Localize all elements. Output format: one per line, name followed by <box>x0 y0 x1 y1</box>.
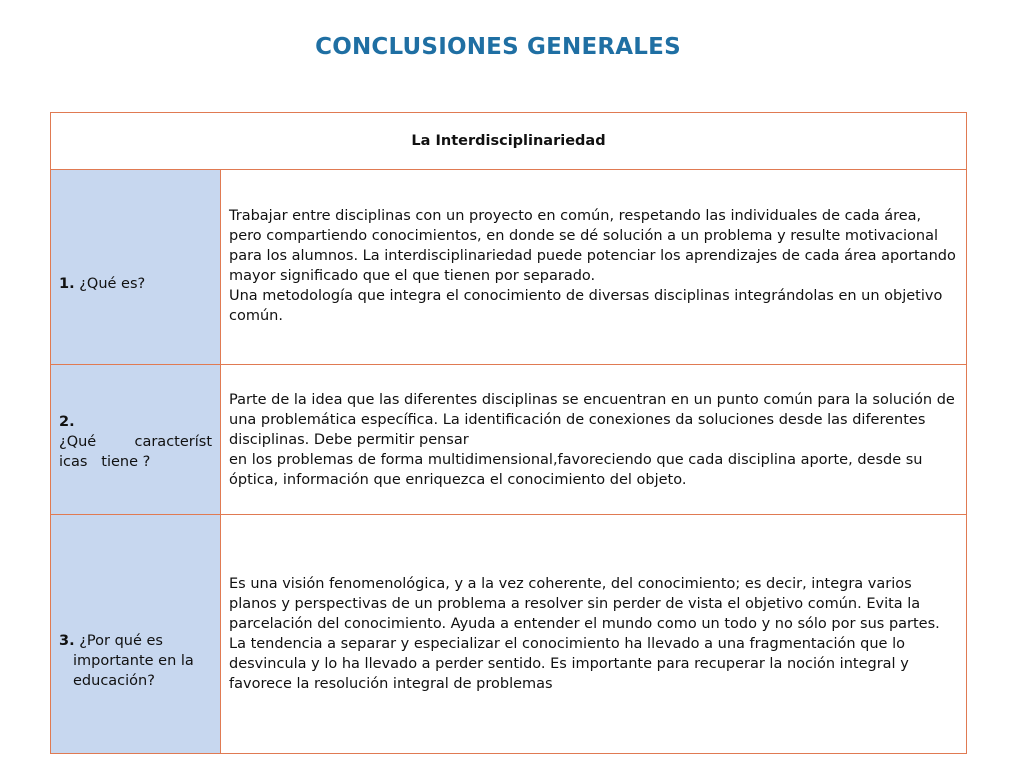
question-text: ¿Qué es? <box>79 276 146 292</box>
conclusions-table <box>50 112 967 754</box>
page-title: CONCLUSIONES GENERALES <box>315 34 681 60</box>
answer-paragraph: Una metodología que integra el conocimiento de diversas disciplinas integrándolas en un objetivo común. <box>229 288 943 324</box>
question-text-line: ¿Por qué es <box>79 633 163 649</box>
question-text-line: ¿Qué característ <box>59 433 212 450</box>
question-cell-1 <box>51 170 221 365</box>
answer-cell-3 <box>221 515 967 754</box>
table-row <box>51 365 967 515</box>
table-row <box>51 170 967 365</box>
question-cell-2 <box>51 365 221 515</box>
answer-cell-2 <box>221 365 967 515</box>
question-number: 3. <box>59 633 75 649</box>
answer-paragraph: Parte de la idea que las diferentes disciplinas se encuentran en un punto común para la solución de una problemática específica. La identificación de conexiones da soluciones desde las diferentes disciplinas. Debe permitir pensar <box>229 391 955 448</box>
question-text-line: importante en la <box>73 653 194 669</box>
question-number: 2. <box>59 413 75 430</box>
answer-paragraph: Es una visión fenomenológica, y a la vez coherente, del conocimiento; es decir, integra varios planos y perspectivas de un problema a resolver sin perder de vista el objetivo común. Evita la parcelación del conocimiento. Ayuda a entender el mundo como un todo y no sólo por sus partes. <box>229 576 940 632</box>
question-text-line: icas tiene ? <box>59 453 151 470</box>
answer-paragraph: en los problemas de forma multidimensional,favoreciendo que cada disciplina aporte, desde su óptica, información que enriquezca el conocimiento del objeto. <box>229 451 923 488</box>
table-header-row <box>51 113 967 170</box>
answer-paragraph: Trabajar entre disciplinas con un proyecto en común, respetando las individuales de cada área, pero compartiendo conocimientos, en donde se dé solución a un problema y resulte motivacional para los alumnos. La interdisciplinariedad puede potenciar los aprendizajes de cada área aportando mayor significado que el que tienen por separado. <box>229 208 956 284</box>
question-cell-3 <box>51 515 221 754</box>
question-text-line: educación? <box>73 673 155 689</box>
question-number: 1. <box>59 276 75 292</box>
answer-cell-1 <box>221 170 967 365</box>
answer-paragraph: La tendencia a separar y especializar el conocimiento ha llevado a una fragmentación que lo desvincula y lo ha llevado a perder sentido. Es importante para recuperar la noción integral y favorece la resolución integral de problemas <box>229 636 909 692</box>
table-header: La Interdisciplinariedad <box>51 113 967 170</box>
table-row <box>51 515 967 754</box>
